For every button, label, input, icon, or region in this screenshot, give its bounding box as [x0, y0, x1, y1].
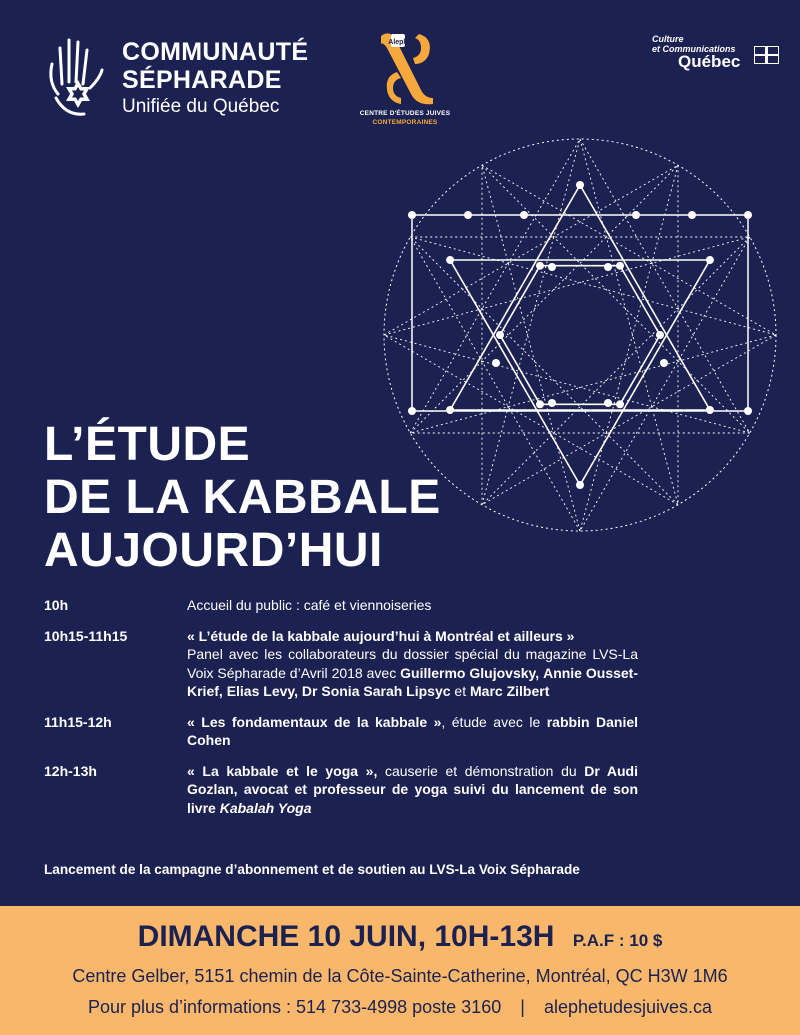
- csuq-name-line3: Unifiée du Québec: [122, 96, 280, 117]
- aleph-name-line2: CONTEMPORAINES: [372, 119, 438, 126]
- quebec-logo: [650, 34, 780, 74]
- hand-star-icon: [42, 34, 110, 118]
- quebec-line3: Québec: [678, 52, 741, 71]
- quebec-line2: et Communications: [652, 44, 736, 54]
- separator: |: [520, 997, 525, 1017]
- event-address: Centre Gelber, 5151 chemin de la Côte-Sainte-Catherine, Montréal, QC H3W 1M6: [72, 966, 728, 986]
- speaker-name: rabbin Daniel Cohen: [187, 713, 639, 748]
- session-text: Panel avec les collaborateurs du dossier spécial du magazine LVS-La Voix Sépharade d’Avril 2018 avec: [187, 646, 638, 681]
- contact-info: [0, 997, 800, 1018]
- quebec-line1: Culture: [652, 34, 684, 44]
- event-date: DIMANCHE 10 JUIN, 10H-13H: [137, 920, 555, 953]
- session-heading: « Les fondamentaux de la kabbale »: [187, 713, 442, 730]
- aleph-logo: [355, 28, 455, 133]
- schedule-row: [44, 762, 638, 818]
- schedule-row: [44, 627, 638, 701]
- aleph-badge: Aleph: [388, 39, 408, 46]
- schedule-time: 10h: [44, 597, 69, 613]
- schedule-row: [44, 713, 638, 750]
- schedule-description: Accueil du public : café et viennoiseries: [187, 597, 432, 613]
- speaker-name: Dr Sonia Sarah Lipsyc: [301, 683, 451, 699]
- conjunction-text: et: [454, 683, 467, 699]
- csuq-name-line2: SÉPHARADE: [122, 66, 282, 94]
- schedule-time: 12h-13h: [44, 762, 97, 779]
- title-line1: L’ÉTUDE: [44, 418, 251, 471]
- schedule-description: [187, 627, 638, 701]
- schedule-time: 10h15-11h15: [44, 627, 128, 644]
- quebec-flag-icon: [754, 46, 779, 64]
- title-line2: DE LA KABBALE: [44, 471, 441, 524]
- schedule-row: [44, 596, 638, 615]
- website-link[interactable]: alephetudesjuives.ca: [543, 997, 713, 1017]
- speaker-name: Dr Audi Gozlan, avocat et professeur de yoga suivi du lancement de son livre: [187, 762, 638, 816]
- csuq-name-line1: COMMUNAUTÉ: [122, 38, 309, 66]
- session-heading: « La kabbale et le yoga »,: [187, 762, 378, 779]
- contact-phone: Pour plus d’informations : 514 733-4998 poste 3160: [87, 997, 502, 1017]
- session-heading: « L’étude de la kabbale aujourd’hui à Montréal et ailleurs »: [187, 627, 575, 644]
- schedule-description: [187, 713, 638, 750]
- launch-announcement: Lancement de la campagne d’abonnement et de soutien au LVS-La Voix Sépharade: [44, 862, 580, 877]
- schedule-description: [187, 762, 638, 818]
- book-title: Kabalah Yoga: [219, 799, 312, 816]
- speaker-name: Elias Levy,: [226, 683, 299, 699]
- aleph-name-line1: CENTRE D'ÉTUDES JUIVES: [359, 110, 451, 117]
- title-line3: AUJOURD’HUI: [44, 524, 383, 577]
- event-price: P.A.F : 10 $: [572, 931, 663, 950]
- speaker-name: Annie Ousset-Krief,: [187, 664, 639, 699]
- aleph-letter-icon: [375, 28, 439, 106]
- csuq-logo: [42, 34, 362, 124]
- session-text: , étude avec le: [441, 713, 541, 730]
- event-footer: [0, 906, 800, 1035]
- session-text: causerie et démonstration du: [384, 762, 577, 779]
- schedule: [44, 596, 638, 829]
- schedule-time: 11h15-12h: [44, 713, 112, 730]
- page-title: [44, 418, 441, 577]
- speaker-name: Guillermo Glujovsky,: [400, 664, 540, 681]
- speaker-name: Marc Zilbert: [470, 683, 550, 699]
